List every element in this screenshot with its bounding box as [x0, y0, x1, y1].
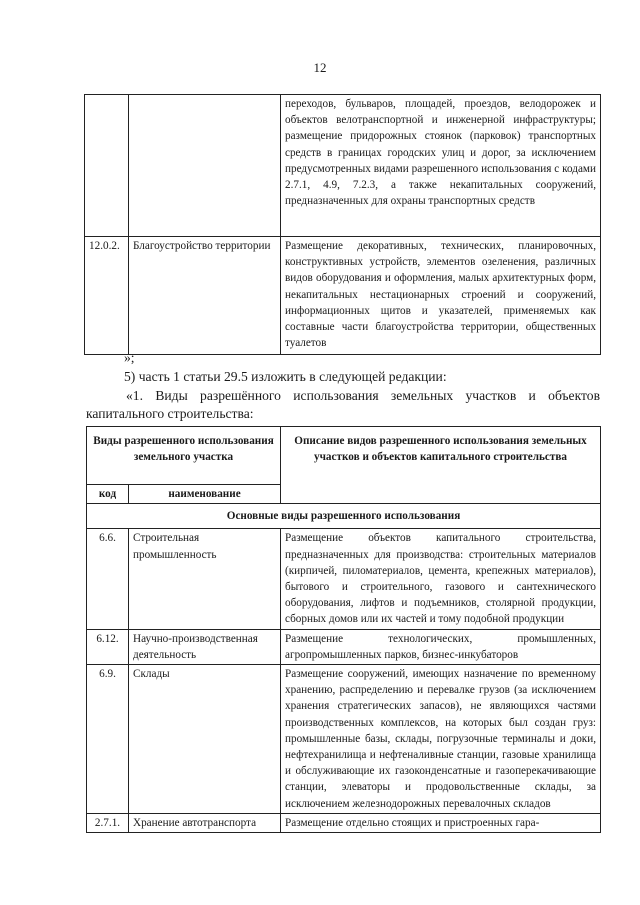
table-row [85, 237, 601, 355]
land-use-table [86, 426, 601, 833]
amendment-paragraph: 5) часть 1 статьи 29.5 изложить в следующей редакции: [124, 369, 447, 384]
description-cell: Размещение декоративных, технических, планировочных, конструктивных устройств, элементов озеленения, различных видов оборудования и оформления, малых архитектурных форм, некапитальных нестационарных строений и сооружений, информационных щитов и указателей, применяемых как составные части благоустройства территории, общественных туалетов [281, 237, 601, 355]
name-cell [129, 95, 281, 237]
description-cell: переходов, бульваров, площадей, проездов, велодорожек и объектов велотранспортной и инженерной инфраструктуры; размещение придорожных стоянок (парковок) транспортных средств в границах городских улиц и дорог, за исключением предусмотренных видами разрешенного использования с кодами 2.7.1, 4.9, 7.2.3, а также некапитальных сооружений, предназначенных для охраны транспортных средств [281, 95, 601, 237]
code-cell [85, 95, 129, 237]
header-description: Описание видов разрешенного использования земельных участков и объектов капитального строительства [281, 427, 601, 504]
closing-quote: »; [124, 350, 135, 365]
code-cell: 6.12. [87, 629, 129, 664]
header-code: код [87, 485, 129, 504]
table-header-row [87, 427, 601, 485]
table-row [85, 95, 601, 237]
name-cell: Научно-производственная деятельность [129, 629, 281, 664]
header-name: наименование [129, 485, 281, 504]
name-cell: Склады [129, 665, 281, 814]
continuation-table [84, 94, 601, 355]
table-row [87, 813, 601, 832]
table-row [87, 629, 601, 664]
table-row [87, 665, 601, 814]
name-cell: Хранение автотранспорта [129, 813, 281, 832]
description-cell: Размещение отдельно стоящих и пристроенных гара- [281, 813, 601, 832]
table-row [87, 529, 601, 629]
section-title: Основные виды разрешенного использования [87, 504, 601, 529]
header-types: Виды разрешенного использования земельного участка [87, 427, 281, 485]
description-cell: Размещение технологических, промышленных, агропромышленных парков, бизнес-инкубаторов [281, 629, 601, 664]
name-cell: Строительная промышленность [129, 529, 281, 629]
code-cell: 2.7.1. [87, 813, 129, 832]
code-cell: 6.6. [87, 529, 129, 629]
clause-paragraph: «1. Виды разрешённого использования земельных участков и объектов капитального строительства: [86, 388, 600, 421]
code-cell: 12.0.2. [85, 237, 129, 355]
name-cell: Благоустройство территории [129, 237, 281, 355]
code-cell: 6.9. [87, 665, 129, 814]
section-row [87, 504, 601, 529]
page-number: 12 [313, 60, 327, 75]
description-cell: Размещение сооружений, имеющих назначение по временному хранению, распределению и перевалке грузов (за исключением хранения стратегических запасов), не являющихся частями производственных комплексов, на которых был создан груз: промышленные базы, склады, погрузочные терминалы и доки, нефтехранилища и нефтеналивные станции, газовые хранилища и обслуживающие их газоконденсатные и газоперекачивающие станции, элеваторы и продовольственные склады, за исключением железнодорожных перевалочных складов [281, 665, 601, 814]
description-cell: Размещение объектов капитального строительства, предназначенных для производства: строительных материалов (кирпичей, пиломатериалов, цемента, крепежных материалов), бытового и строительного, газового и сантехнического оборудования, лифтов и подъемников, столярной продукции, сборных домов или их частей и тому подобной продукции [281, 529, 601, 629]
